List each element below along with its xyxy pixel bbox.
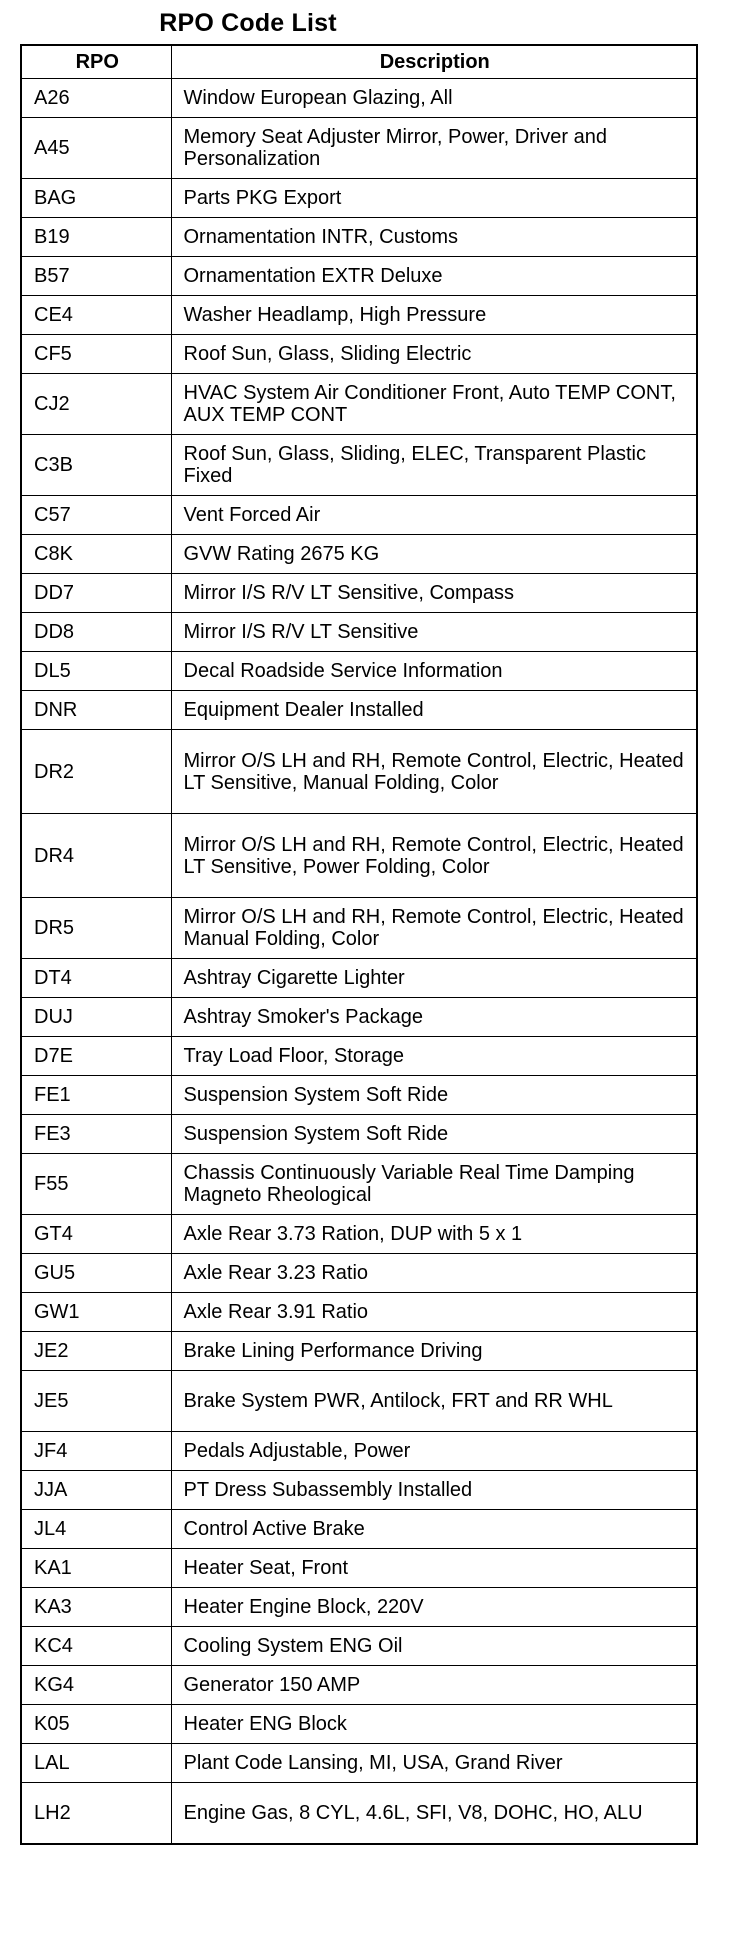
table-row [21,535,697,574]
table-row [21,1666,697,1705]
rpo-description-cell: Memory Seat Adjuster Mirror, Power, Driver and Personalization [171,118,697,179]
rpo-code-cell: FE1 [21,1076,171,1115]
rpo-code-cell: C3B [21,435,171,496]
rpo-code-cell: JL4 [21,1510,171,1549]
table-row [21,1037,697,1076]
rpo-description-cell: Window European Glazing, All [171,79,697,118]
table-row [21,1744,697,1783]
rpo-description-cell: Ornamentation EXTR Deluxe [171,257,697,296]
rpo-code-cell: DT4 [21,959,171,998]
table-row [21,814,697,898]
rpo-code-cell: DD7 [21,574,171,613]
table-row [21,613,697,652]
rpo-description-cell: Tray Load Floor, Storage [171,1037,697,1076]
table-row [21,496,697,535]
rpo-description-cell: Axle Rear 3.91 Ratio [171,1293,697,1332]
rpo-description-cell: Brake System PWR, Antilock, FRT and RR WHL [171,1371,697,1432]
table-row [21,652,697,691]
rpo-description-cell: Brake Lining Performance Driving [171,1332,697,1371]
table-row [21,898,697,959]
rpo-description-cell: Suspension System Soft Ride [171,1115,697,1154]
rpo-description-cell: Mirror I/S R/V LT Sensitive [171,613,697,652]
rpo-code-cell: KG4 [21,1666,171,1705]
rpo-code-cell: JJA [21,1471,171,1510]
table-row [21,1332,697,1371]
rpo-code-cell: DR4 [21,814,171,898]
table-row [21,1115,697,1154]
table-row [21,998,697,1037]
rpo-code-cell: GW1 [21,1293,171,1332]
rpo-description-cell: Ornamentation INTR, Customs [171,218,697,257]
rpo-code-cell: KC4 [21,1627,171,1666]
table-row [21,435,697,496]
rpo-description-cell: Roof Sun, Glass, Sliding, ELEC, Transparent Plastic Fixed [171,435,697,496]
rpo-code-cell: FE3 [21,1115,171,1154]
table-row [21,1293,697,1332]
rpo-code-cell: JE5 [21,1371,171,1432]
rpo-code-cell: B19 [21,218,171,257]
page-title: RPO Code List [159,9,337,37]
rpo-code-cell: CF5 [21,335,171,374]
rpo-code-cell: A45 [21,118,171,179]
rpo-description-cell: Plant Code Lansing, MI, USA, Grand River [171,1744,697,1783]
rpo-description-cell: Mirror I/S R/V LT Sensitive, Compass [171,574,697,613]
rpo-description-cell: Equipment Dealer Installed [171,691,697,730]
table-row [21,1588,697,1627]
rpo-code-cell: DNR [21,691,171,730]
rpo-code-cell: CJ2 [21,374,171,435]
rpo-description-cell: Chassis Continuously Variable Real Time Damping Magneto Rheological [171,1154,697,1215]
table-header-row [21,45,697,79]
rpo-code-cell: JF4 [21,1432,171,1471]
rpo-description-cell: Heater Engine Block, 220V [171,1588,697,1627]
rpo-description-cell: Vent Forced Air [171,496,697,535]
table-row [21,1549,697,1588]
rpo-description-cell: Suspension System Soft Ride [171,1076,697,1115]
rpo-code-cell: DR5 [21,898,171,959]
rpo-description-cell: Ashtray Cigarette Lighter [171,959,697,998]
header-description: Description [171,45,697,79]
rpo-description-cell: Mirror O/S LH and RH, Remote Control, Electric, Heated LT Sensitive, Power Folding, Color [171,814,697,898]
rpo-code-cell: BAG [21,179,171,218]
rpo-code-cell: DR2 [21,730,171,814]
rpo-code-cell: C57 [21,496,171,535]
rpo-code-cell: KA3 [21,1588,171,1627]
rpo-code-cell: C8K [21,535,171,574]
table-row [21,1154,697,1215]
table-row [21,730,697,814]
rpo-code-cell: F55 [21,1154,171,1215]
rpo-code-cell: GT4 [21,1215,171,1254]
rpo-code-cell: A26 [21,79,171,118]
table-row [21,959,697,998]
rpo-description-cell: Axle Rear 3.23 Ratio [171,1254,697,1293]
rpo-description-cell: HVAC System Air Conditioner Front, Auto TEMP CONT, AUX TEMP CONT [171,374,697,435]
rpo-description-cell: Control Active Brake [171,1510,697,1549]
rpo-code-cell: JE2 [21,1332,171,1371]
table-row [21,79,697,118]
rpo-code-table [20,44,698,1845]
rpo-description-cell: Heater ENG Block [171,1705,697,1744]
table-row [21,1627,697,1666]
rpo-description-cell: Decal Roadside Service Information [171,652,697,691]
rpo-description-cell: PT Dress Subassembly Installed [171,1471,697,1510]
table-row [21,574,697,613]
table-row [21,335,697,374]
rpo-description-cell: Heater Seat, Front [171,1549,697,1588]
table-row [21,1254,697,1293]
rpo-description-cell: Axle Rear 3.73 Ration, DUP with 5 x 1 [171,1215,697,1254]
rpo-description-cell: Ashtray Smoker's Package [171,998,697,1037]
table-row [21,257,697,296]
rpo-code-cell: D7E [21,1037,171,1076]
table-row [21,691,697,730]
rpo-description-cell: Roof Sun, Glass, Sliding Electric [171,335,697,374]
rpo-description-cell: GVW Rating 2675 KG [171,535,697,574]
rpo-description-cell: Washer Headlamp, High Pressure [171,296,697,335]
table-row [21,1510,697,1549]
table-row [21,1705,697,1744]
rpo-description-cell: Mirror O/S LH and RH, Remote Control, Electric, Heated Manual Folding, Color [171,898,697,959]
rpo-description-cell: Mirror O/S LH and RH, Remote Control, Electric, Heated LT Sensitive, Manual Folding, Color [171,730,697,814]
table-row [21,1432,697,1471]
rpo-code-cell: GU5 [21,1254,171,1293]
rpo-code-cell: CE4 [21,296,171,335]
table-row [21,1215,697,1254]
table-body [21,79,697,1844]
rpo-description-cell: Generator 150 AMP [171,1666,697,1705]
rpo-description-cell: Engine Gas, 8 CYL, 4.6L, SFI, V8, DOHC, HO, ALU [171,1783,697,1844]
rpo-code-cell: LH2 [21,1783,171,1844]
table-row [21,296,697,335]
rpo-code-cell: DUJ [21,998,171,1037]
table-row [21,218,697,257]
rpo-code-cell: KA1 [21,1549,171,1588]
rpo-description-cell: Cooling System ENG Oil [171,1627,697,1666]
table-row [21,1371,697,1432]
rpo-description-cell: Pedals Adjustable, Power [171,1432,697,1471]
table-row [21,118,697,179]
table-row [21,1076,697,1115]
table-row [21,374,697,435]
rpo-code-cell: DL5 [21,652,171,691]
header-rpo: RPO [21,45,171,79]
table-row [21,1783,697,1844]
table-row [21,1471,697,1510]
rpo-code-cell: LAL [21,1744,171,1783]
rpo-code-cell: B57 [21,257,171,296]
table-row [21,179,697,218]
rpo-code-cell: K05 [21,1705,171,1744]
rpo-code-cell: DD8 [21,613,171,652]
rpo-description-cell: Parts PKG Export [171,179,697,218]
